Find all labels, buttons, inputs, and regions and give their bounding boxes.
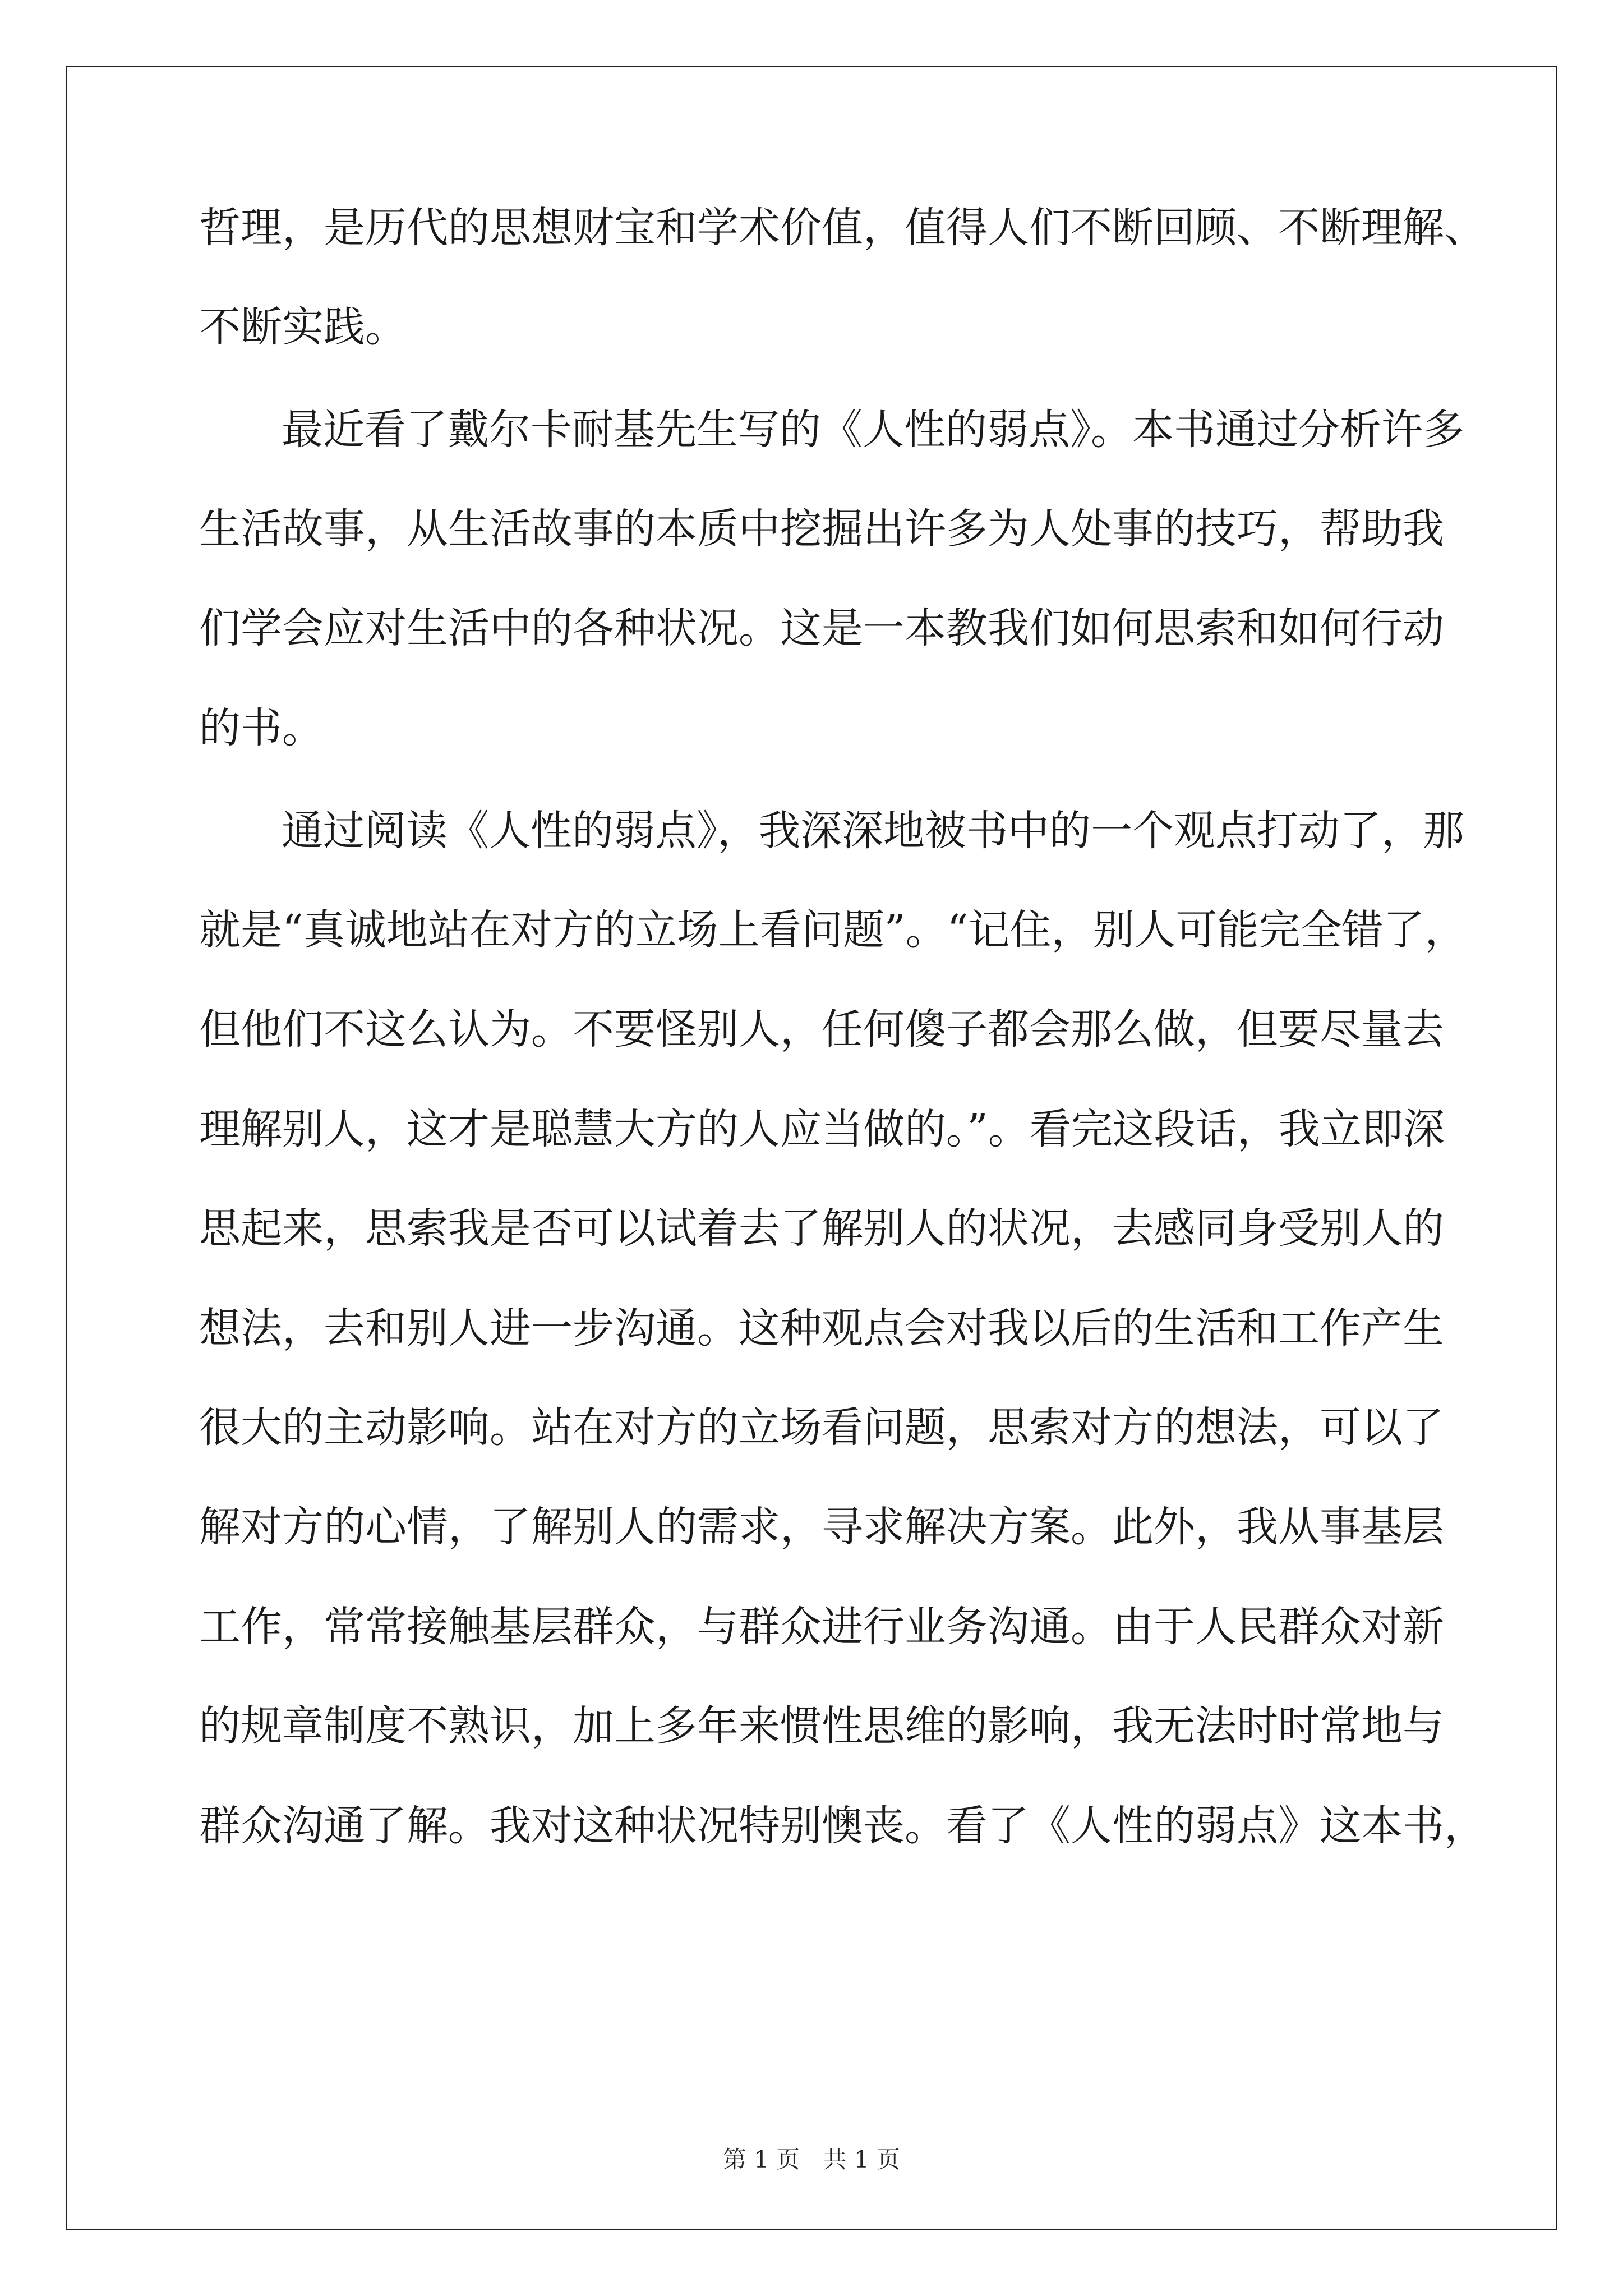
text-line: 思起来，思索我是否可以试着去了解别人的状况，去感同身受别人的 — [199, 1204, 1444, 1253]
text-line: 最近看了戴尔卡耐基先生写的《人性的弱点》。本书通过分析许多 — [282, 406, 1464, 454]
text-line: 不断实践。 — [199, 303, 407, 351]
text-line: 解对方的心情，了解别人的需求，寻求解决方案。此外，我从事基层 — [199, 1503, 1444, 1551]
page-footer — [0, 2144, 1623, 2175]
text-line: 哲理，是历代的思想财宝和学术价值，值得人们不断回顾、不断理解、 — [199, 204, 1486, 252]
page-number: 第 1 页 — [722, 2146, 800, 2173]
text-line: 理解别人，这才是聪慧大方的人应当做的。”。看完这段话，我立即深 — [199, 1105, 1445, 1153]
text-line: 们学会应对生活中的各种状况。这是一本教我们如何思索和如何行动 — [199, 604, 1444, 652]
text-line: 但他们不这么认为。不要怪别人，任何傻子都会那么做，但要尽量去 — [199, 1005, 1444, 1053]
text-line: 想法，去和别人进一步沟通。这种观点会对我以后的生活和工作产生 — [199, 1304, 1444, 1352]
text-line: 生活故事，从生活故事的本质中挖掘出许多为人处事的技巧，帮助我 — [199, 505, 1444, 553]
text-line: 的书。 — [199, 704, 324, 752]
text-line: 群众沟通了解。我对这种状况特别懊丧。看了《人性的弱点》这本书， — [199, 1802, 1486, 1850]
text-line: 通过阅读《人性的弱点》，我深深地被书中的一个观点打动了，那 — [282, 807, 1464, 855]
text-line: 工作，常常接触基层群众，与群众进行业务沟通。由于人民群众对新 — [199, 1603, 1444, 1651]
text-line: 很大的主动影响。站在对方的立场看问题，思索对方的想法，可以了 — [199, 1404, 1444, 1452]
page-total: 共 1 页 — [823, 2146, 901, 2173]
text-line: 就是“真诚地站在对方的立场上看问题”。“记住，别人可能完全错了， — [199, 906, 1467, 954]
text-line: 的规章制度不熟识，加上多年来惯性思维的影响，我无法时时常地与 — [199, 1702, 1444, 1750]
